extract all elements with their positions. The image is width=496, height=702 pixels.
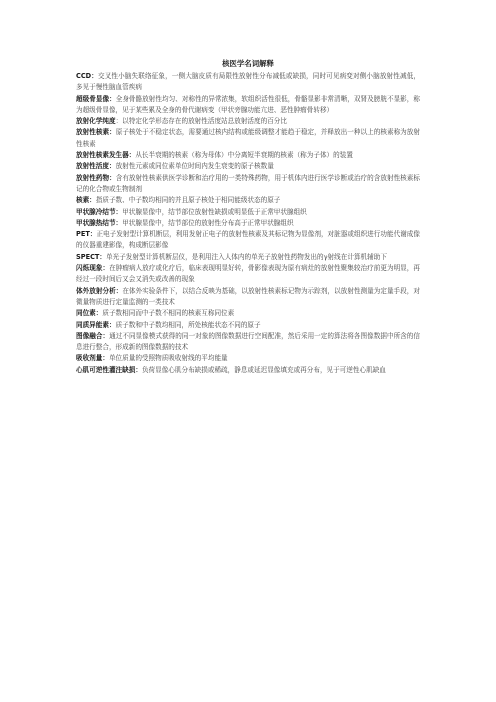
glossary-definition: 原子核处于不稳定状态，需要通过核内结构或能级调整才能趋于稳定，并释放出一种以上的核素称为放射性核素: [76, 128, 421, 148]
glossary-term: 吸收剂量：: [76, 354, 109, 363]
glossary-term: 核素：: [76, 196, 96, 205]
glossary-definition: 单位质量的受照物质吸收射线的平均能量: [108, 354, 228, 363]
glossary-term: 放射性药物：: [76, 173, 116, 182]
glossary-term: 同位素：: [76, 309, 103, 318]
glossary-term: PET：: [76, 230, 97, 239]
glossary-definition: 单光子发射型计算机断层仪，是利用注入人体内的单光子放射性药物发出的γ射线在计算机辅助下: [106, 252, 387, 261]
glossary-entry: [76, 173, 420, 196]
glossary-definition: 质子数和中子数均相同，所处核能状态不同的原子: [115, 320, 261, 329]
glossary-list: [76, 71, 420, 376]
glossary-definition: 甲状腺显像中，结节部位放射性缺损或明显低于正常甲状腺组织: [122, 207, 307, 216]
glossary-definition: ：以特定化学形态存在的放射性活度站总放射活度的百分比: [115, 117, 287, 126]
glossary-term: 放射化学纯度: [76, 117, 116, 126]
glossary-term: 放射性活度：: [76, 162, 116, 171]
glossary-entry: [76, 127, 420, 150]
glossary-entry: [76, 331, 420, 354]
glossary-entry: [76, 94, 420, 117]
glossary-entry: [76, 195, 420, 206]
glossary-definition: 交叉性小脑失联络征象，一侧大脑皮质有局限性放射性分布减低或缺损，同时可见病变对侧小脑放射性减低，多见于慢性脑血管疾病: [76, 72, 420, 92]
glossary-entry: [76, 263, 420, 286]
glossary-entry: [76, 218, 420, 229]
glossary-definition: 质子数相同而中子数不相同的核素互称同位素: [102, 309, 235, 318]
glossary-entry: [76, 150, 420, 161]
glossary-definition: 通过不同显像模式获得的同一对象的图像数据进行空间配准，然后采用一定的算法将各图像数据中所含的信息进行整合，形成新的图像数据的技术: [76, 331, 421, 352]
glossary-entry: [76, 116, 420, 127]
document-page: [76, 58, 420, 376]
glossary-entry: [76, 286, 420, 309]
glossary-entry: [76, 353, 420, 364]
glossary-entry: [76, 229, 420, 252]
glossary-term: 同质异能素：: [76, 320, 116, 329]
glossary-definition: 甲状腺显像中，结节部位的放射性分布高于正常甲状腺组织: [122, 218, 294, 227]
glossary-term: SPECT：: [76, 252, 107, 261]
glossary-entry: [76, 308, 420, 319]
glossary-definition: 从长半衰期的核素（称为母体）中分离短半衰期的核素（称为子体）的装置: [135, 151, 353, 160]
glossary-term: 放射性核素：: [76, 128, 116, 137]
document-title: 核医学名词解释: [222, 59, 274, 68]
glossary-definition: 负荷显像心肌分布缺损或稀疏，静息或延迟显像填充或再分布，见于可逆性心肌缺血: [141, 365, 386, 374]
glossary-term: 闪烁现象：: [76, 264, 110, 273]
glossary-term: 体外放射分析：: [76, 286, 123, 295]
glossary-term: 甲状腺热结节：: [76, 218, 123, 227]
glossary-entry: [76, 252, 420, 263]
glossary-entry: [76, 320, 420, 331]
glossary-term: CCD：: [76, 72, 98, 80]
glossary-definition: 全身骨骼放射性均匀、对称性的异常浓集，软组织活性很低，骨骼显影非常清晰，双肾及膀胱不显影，称为超级骨显像，见于某些累及全身的骨代谢病变（甲状旁腺功能亢进、恶性肿瘤骨转移）: [76, 94, 421, 114]
glossary-definition: 指质子数、中子数均相同的并且原子核处于相同能级状态的原子: [95, 196, 281, 205]
glossary-definition: 在肿瘤病人放疗或化疗后，临床表现明显好转，骨影像表现为原有病灶的放射性聚集较治疗前更为明显，再经过一段时间后又会又消失或改善的现象: [76, 264, 421, 284]
glossary-term: 心肌可逆性灌注缺损：: [76, 365, 142, 374]
glossary-definition: 放射性元素或同位素单位时间内发生衰变的原子核数量: [115, 162, 274, 171]
glossary-term: 甲状腺冷结节：: [76, 207, 123, 216]
glossary-term: 放射性核素发生器：: [76, 151, 136, 160]
glossary-entry: [76, 365, 420, 376]
glossary-entry: [76, 161, 420, 172]
glossary-term: 超级骨显像：: [76, 94, 116, 103]
glossary-definition: 含有放射性核素供医学诊断和治疗用的一类特殊药物，用于机体内进行医学诊断或治疗的含放射性核素标记的化合物或生物制剂: [76, 173, 421, 193]
glossary-term: 图像融合：: [76, 331, 110, 340]
glossary-entry: [76, 71, 420, 94]
glossary-entry: [76, 207, 420, 218]
glossary-definition: 在体外实验条件下，以结合反映为基础，以放射性核素标记物为示踪剂，以放射性测量为定量手段，对微量物质进行定量监测的一类技术: [76, 286, 420, 306]
glossary-definition: 正电子发射型计算机断层，利用发射正电子的放射性核素及其标记物为显像剂，对脏器或组织进行功能代谢成像的仪器重建影像，构成断层影像: [76, 230, 420, 250]
